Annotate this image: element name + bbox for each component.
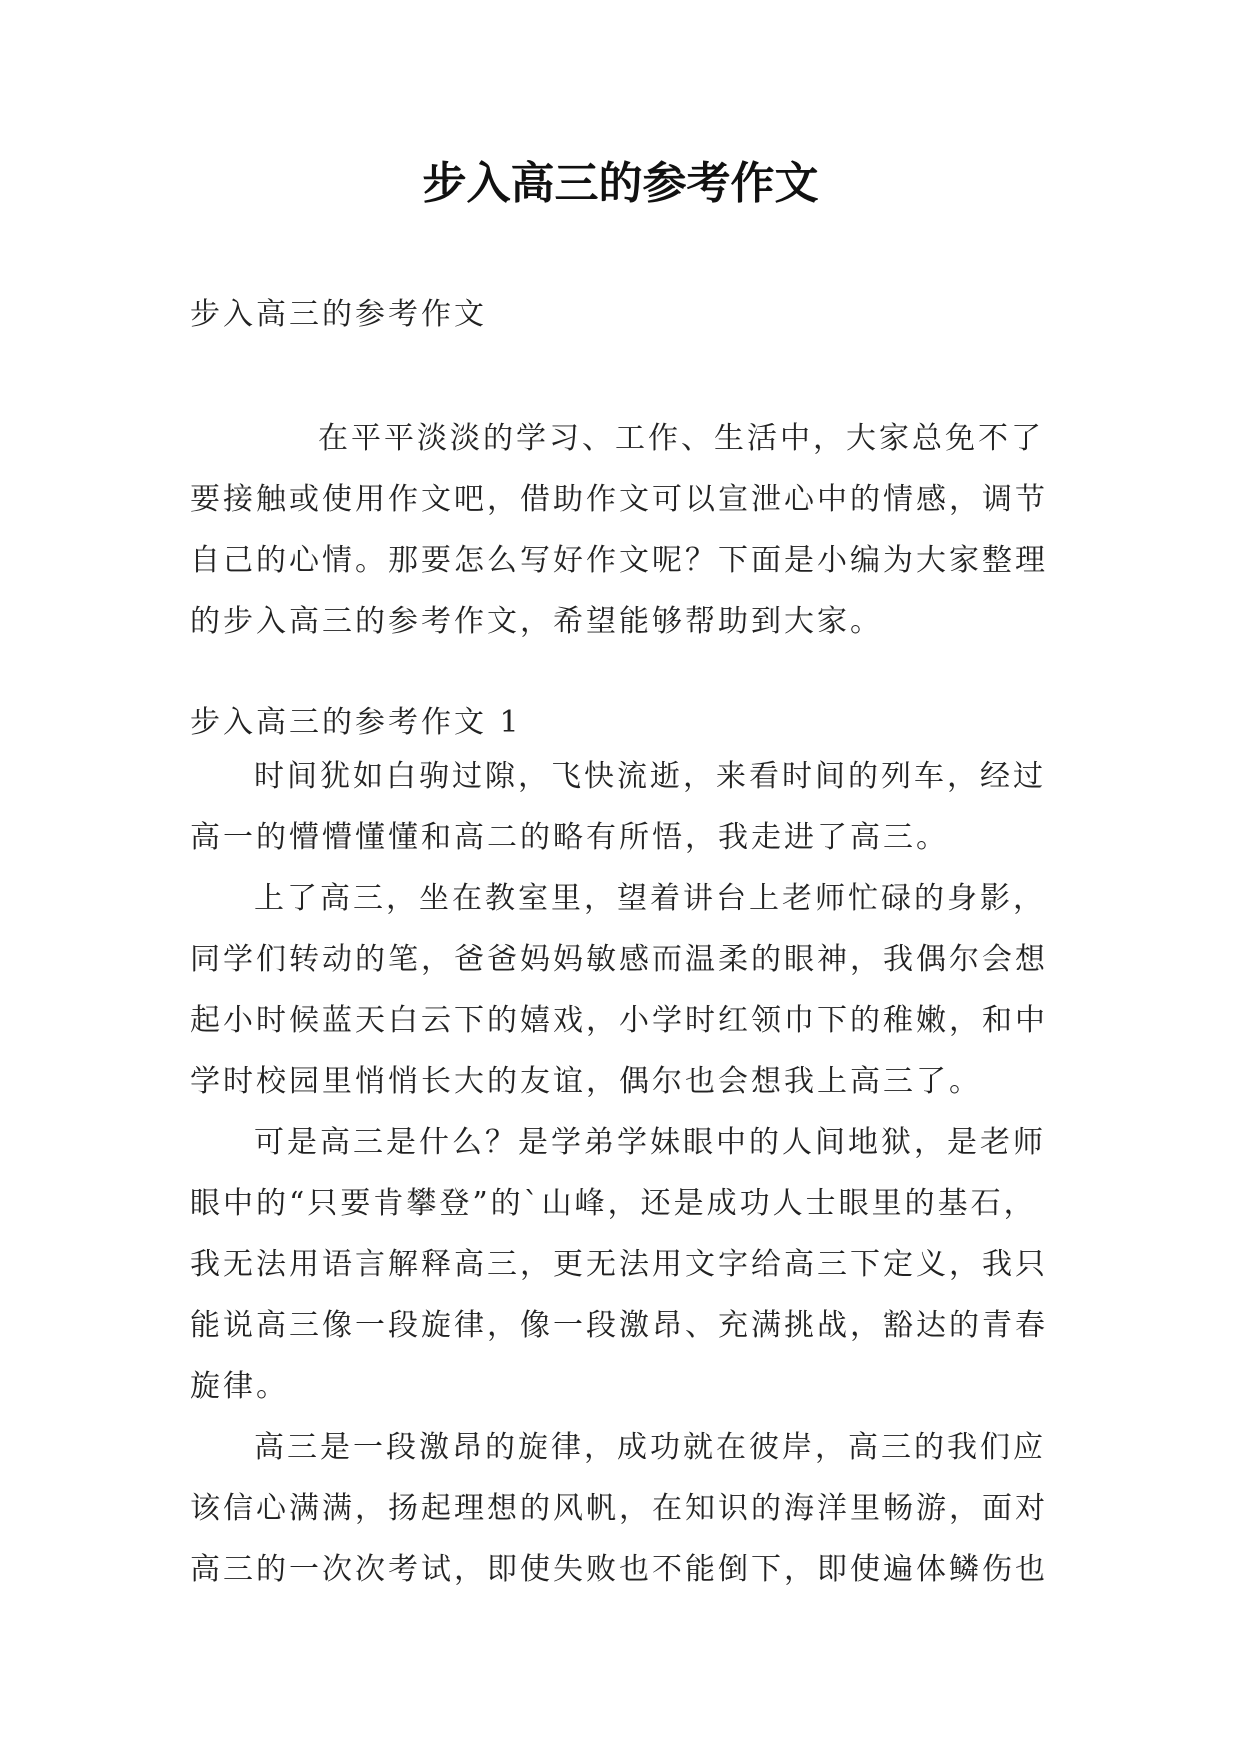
article-line: 同学们转动的笔，爸爸妈妈敏感而温柔的眼神，我偶尔会想 (190, 942, 1048, 977)
article-line: 眼中的“只要肯攀登”的`山峰，还是成功人士眼里的基石， (190, 1186, 1037, 1221)
article-line: 高三是一段激昂的旋律，成功就在彼岸，高三的我们应 (254, 1430, 1046, 1465)
article-line: 时间犹如白驹过隙，飞快流逝，来看时间的列车，经过 (254, 759, 1046, 794)
section-heading: 步入高三的参考作文 1 (190, 705, 522, 740)
intro-line: 要接触或使用作文吧，借助作文可以宣泄心中的情感，调节 (190, 482, 1048, 517)
intro-line: 的步入高三的参考作文，希望能够帮助到大家。 (190, 604, 883, 639)
article-line: 旋律。 (190, 1369, 289, 1404)
document-subtitle: 步入高三的参考作文 (190, 297, 487, 332)
article-line: 高三的一次次考试，即使失败也不能倒下，即使遍体鳞伤也 (190, 1552, 1048, 1587)
intro-line: 自己的心情。那要怎么写好作文呢？下面是小编为大家整理 (190, 543, 1048, 578)
article-line: 上了高三，坐在教室里，望着讲台上老师忙碌的身影， (254, 881, 1046, 916)
article-line: 学时校园里悄悄长大的友谊，偶尔也会想我上高三了。 (190, 1064, 982, 1099)
intro-line: 在平平淡淡的学习、工作、生活中，大家总免不了 (318, 421, 1044, 456)
article-line: 起小时候蓝天白云下的嬉戏，小学时红领巾下的稚嫩，和中 (190, 1003, 1048, 1038)
article-body (190, 746, 1050, 1600)
article-line: 能说高三像一段旋律，像一段激昂、充满挑战，豁达的青春 (190, 1308, 1048, 1343)
document-title: 步入高三的参考作文 (422, 158, 819, 209)
intro-paragraph (190, 408, 1050, 652)
article-line: 可是高三是什么？是学弟学妹眼中的人间地狱，是老师 (254, 1125, 1046, 1160)
article-line: 该信心满满，扬起理想的风帆，在知识的海洋里畅游，面对 (190, 1491, 1048, 1526)
article-line: 我无法用语言解释高三，更无法用文字给高三下定义，我只 (190, 1247, 1048, 1282)
article-line: 高一的懵懵懂懂和高二的略有所悟，我走进了高三。 (190, 820, 949, 855)
